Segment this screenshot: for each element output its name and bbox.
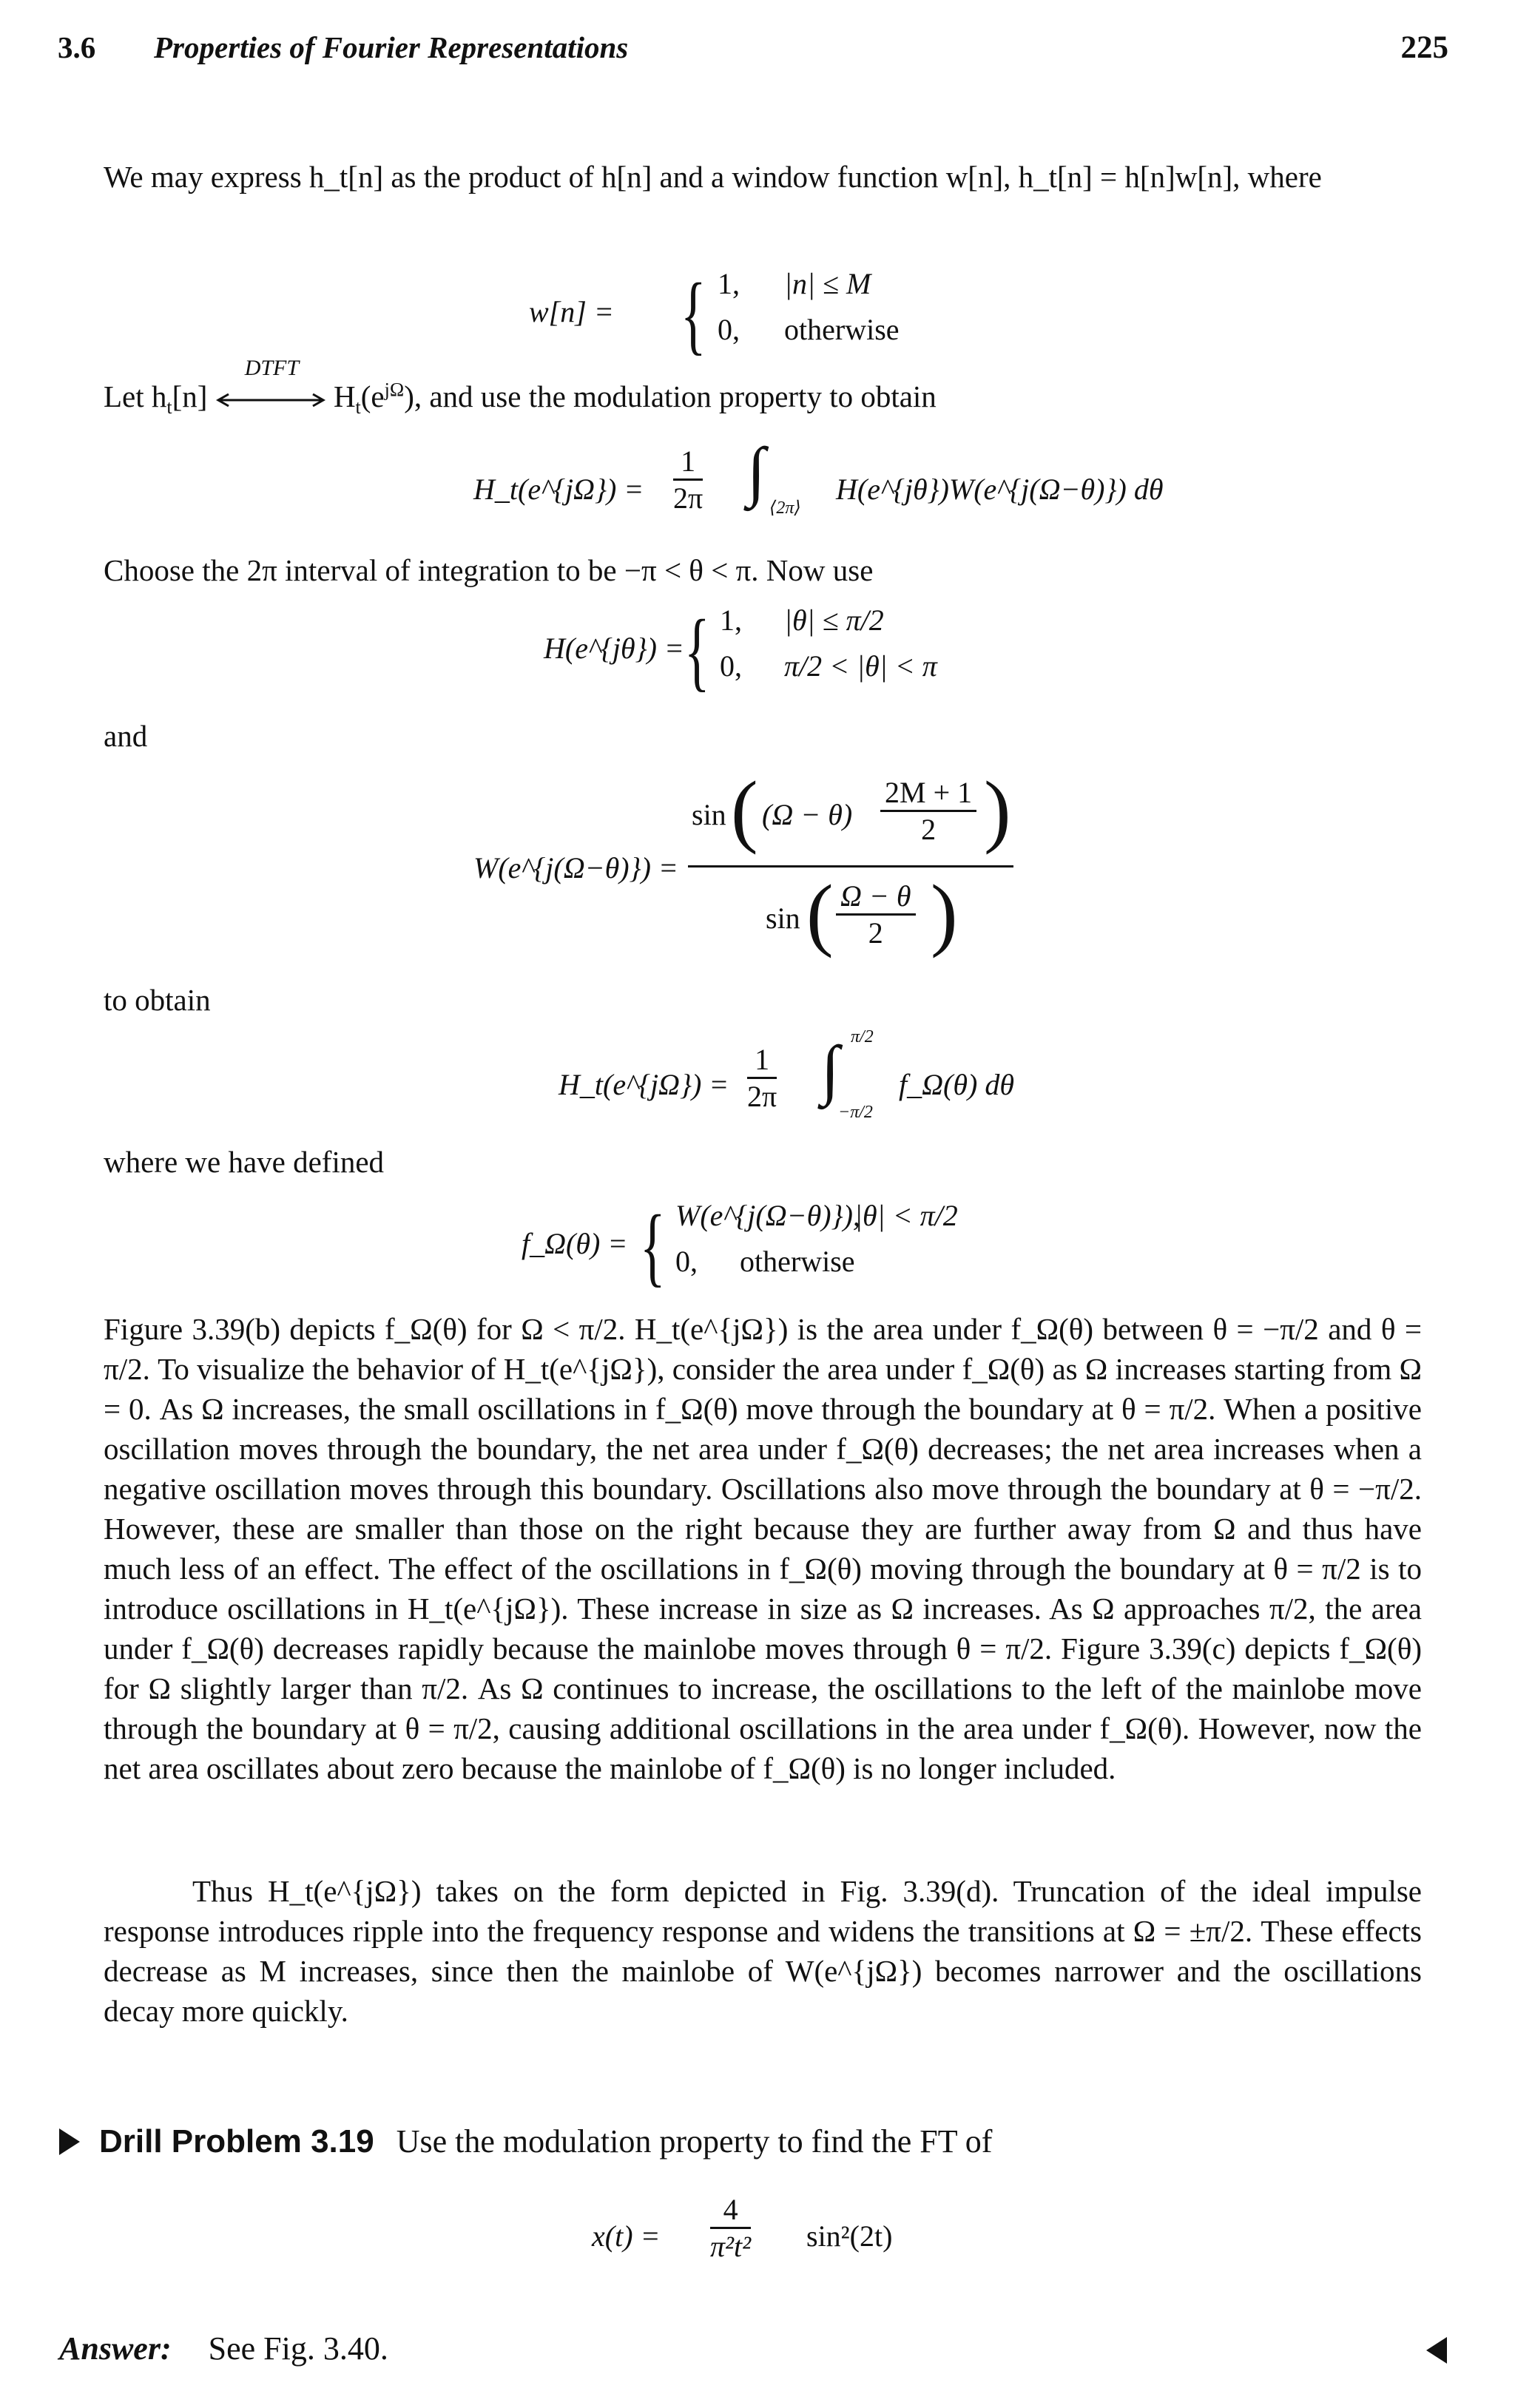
frac-num: 4 [710,2192,751,2229]
word-where-defined: where we have defined [104,1145,385,1179]
right-triangle-icon [59,2128,80,2155]
paragraph-conclusion: Thus H_t(e^{jΩ}) takes on the form depicted in Fig. 3.39(d). Truncation of the ideal impulse response introduces ripple into the frequency response and widens the transitions at Ω = ±π/2. These effects decrease as M increases, since then the mainlobe of W(e^{jΩ}) becomes narrower and the oscillations decay more quickly. [104,1874,1422,2028]
drill-problem [59,2123,992,2160]
paren-open: ( [806,868,834,958]
eq-W-num-sin: sin [692,798,726,831]
eq-window-case1-value: 1, [718,267,740,300]
fraction-2m-plus-1-over-2 [880,775,976,847]
let-sub: t [166,396,172,419]
main-fraction-bar [688,865,1013,868]
section-title: Properties of Fourier Representations [154,30,629,64]
paragraph-let [104,355,937,419]
integral-sign: ∫ [747,435,766,508]
let-post-sup: jΩ [384,379,405,401]
paragraph-intro: We may express h_t[n] as the product of h[n] and a window function w[n], h_t[n] = h[n]w[n], where [104,160,1322,194]
let-post-2: (e [360,379,385,413]
eq-H-case2-value: 0, [720,649,742,683]
frac-den: 2π [673,481,703,515]
page-number: 225 [1400,30,1448,65]
word-and: and [104,719,148,753]
eq-f-case1-value: W(e^{j(Ω−θ)}), [675,1199,860,1232]
drill-text: Use the modulation property to find the FT of [396,2123,993,2160]
running-header [58,30,1448,74]
paren-close: ) [984,765,1011,855]
eq-W-num-arg: (Ω − θ) [762,798,853,831]
fraction-4-over-pi2t2 [710,2192,751,2264]
eq-mod-lhs: H_t(e^{jΩ}) = [473,473,644,506]
left-brace: { [681,265,706,363]
eq-H-case1-condition: |θ| ≤ π/2 [784,603,884,637]
dtft-arrow [215,355,326,415]
frac-den: 2 [868,916,883,950]
drill-label: Drill Problem 3.19 [99,2123,374,2160]
frac-den: 2 [921,813,937,846]
eq-f-case2-condition: otherwise [740,1245,855,1278]
frac-den: π²t² [710,2230,752,2263]
eq-window-case2-condition: otherwise [784,313,900,346]
left-brace: { [684,601,710,700]
frac-num: Ω − θ [836,879,916,916]
word-to-obtain: to obtain [104,983,211,1017]
integral-upper-limit: π/2 [851,1027,874,1046]
eq-window-case1-condition: |n| ≤ M [784,267,871,300]
frac-den: 2π [747,1080,777,1113]
eq-Ht-rhs: f_Ω(θ) dθ [899,1068,1014,1101]
paren-open: ( [731,765,758,855]
eq-W-lhs: W(e^{j(Ω−θ)}) = [473,851,678,885]
let-post-3: ), and use the modulation property to obtain [404,379,937,413]
let-post: H [333,379,356,413]
eq-f-case2-value: 0, [675,1245,698,1278]
paragraph-discussion: Figure 3.39(b) depicts f_Ω(θ) for Ω < π/2. H_t(e^{jΩ}) is the area under f_Ω(θ) between θ = −π/2 and θ = π/2. To visualize the behavior of H_t(e^{jΩ}), consider the area under f_Ω(θ) as Ω increases starting from Ω = 0. As Ω increases, the small oscillations in f_Ω(θ) move through the boundary at θ = π/2. When a positive oscillation moves through the boundary, the net area under f_Ω(θ) decreases; the net area increases when a negative oscillation moves through this boundary. Oscillations also move through the boundary at θ = −π/2. However, these are smaller than those on the right because they are further away from Ω and thus have much less of an effect. The effect of the oscillations in f_Ω(θ) moving through the boundary at θ = π/2 is to introduce oscillations in H_t(e^{jΩ}). These increase in size as Ω increases. As Ω approaches π/2, the area under f_Ω(θ) decreases rapidly because the mainlobe moves through θ = π/2. Figure 3.39(c) depicts f_Ω(θ) for Ω slightly larger than π/2. As Ω continues to increase, the oscillations to the left of the mainlobe move through the boundary at θ = π/2, causing additional oscillations in the area under f_Ω(θ). However, now the net area oscillates about zero because the mainlobe of f_Ω(θ) is no longer included. [104,1312,1422,1785]
frac-num: 2M + 1 [880,775,976,812]
answer-label: Answer: [59,2330,172,2367]
eq-f-case1-condition: |θ| < π/2 [854,1199,958,1232]
eq-x-rhs: sin²(2t) [806,2219,893,2253]
eq-x-lhs: x(t) = [592,2219,661,2253]
paren-close: ) [931,868,958,958]
eq-f-lhs: f_Ω(θ) = [522,1227,628,1260]
left-brace: { [640,1197,666,1295]
eq-mod-rhs: H(e^{jθ})W(e^{j(Ω−θ)}) dθ [836,473,1164,506]
let-text: Let h [104,379,167,413]
double-arrow-icon [215,391,326,409]
let-text-2: [n] [172,379,208,413]
equation-window-dtft [473,765,1036,961]
integral-lower-limit: −π/2 [838,1103,873,1122]
paragraph-choose: Choose the 2π interval of integration to be −π < θ < π. Now use [104,553,874,587]
eq-H-lhs: H(e^{jθ}) = [544,632,684,665]
eq-window-lhs: w[n] = [529,295,614,328]
answer-text: See Fig. 3.40. [208,2330,388,2367]
integral-sign: ∫ [821,1033,840,1106]
frac-num: 1 [673,444,703,481]
left-triangle-icon [1426,2337,1447,2364]
eq-H-case2-condition: π/2 < |θ| < π [784,649,937,683]
eq-window-case2-value: 0, [718,313,740,346]
frac-num: 1 [747,1042,777,1079]
drill-answer [59,2330,388,2367]
dtft-label: DTFT [244,355,300,380]
fraction-one-over-two-pi [673,444,703,515]
let-post-sub: t [355,396,361,419]
fraction-omega-minus-theta-over-2 [836,879,916,950]
eq-Ht-lhs: H_t(e^{jΩ}) = [559,1068,729,1101]
integral-subscript: ⟨2π⟩ [769,498,801,518]
eq-H-case1-value: 1, [720,603,742,637]
eq-W-den-sin: sin [766,902,800,935]
fraction-one-over-two-pi [747,1042,777,1114]
section-number: 3.6 [58,30,96,64]
